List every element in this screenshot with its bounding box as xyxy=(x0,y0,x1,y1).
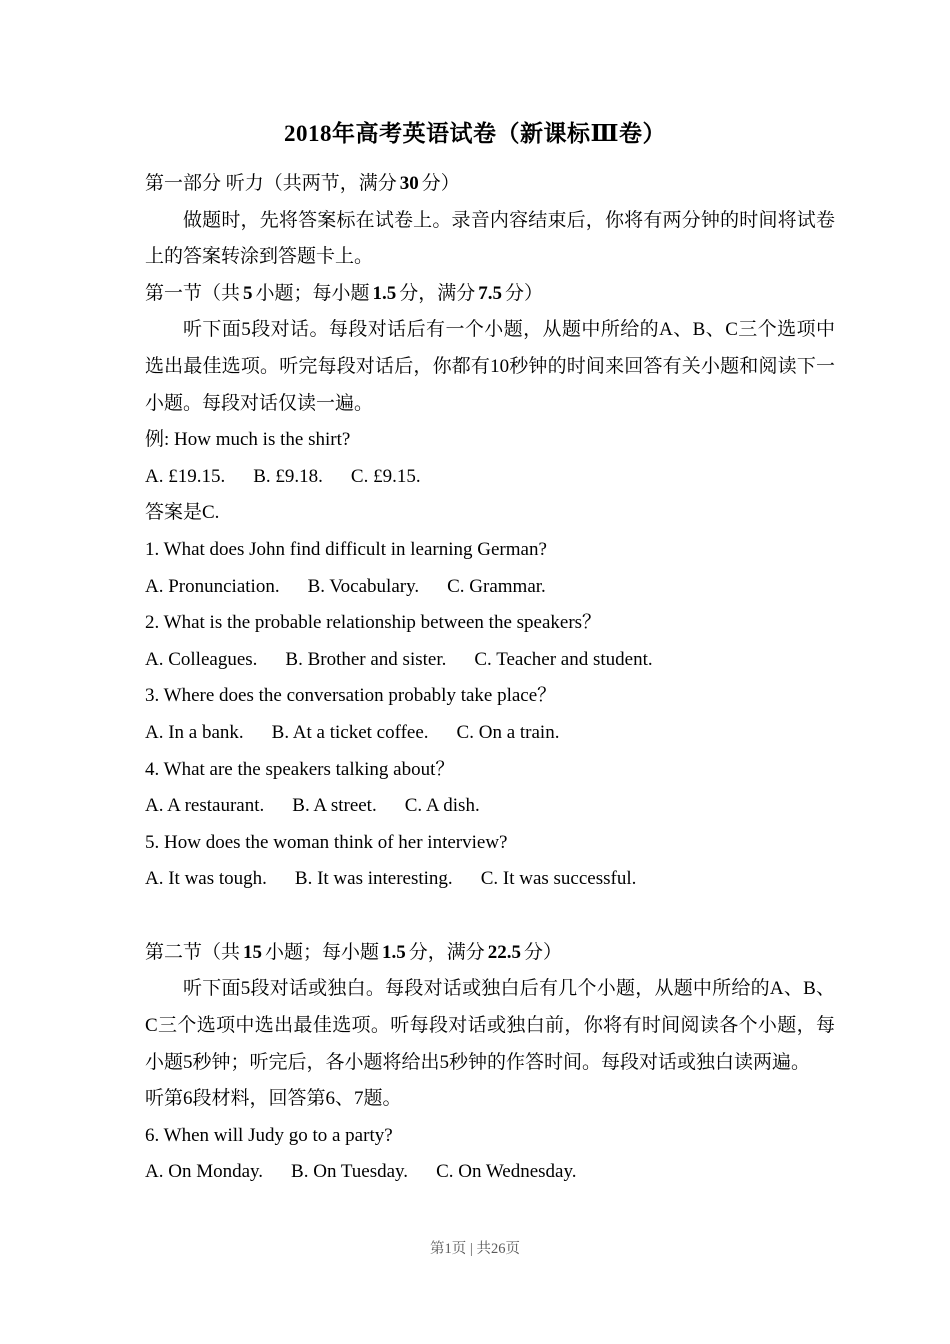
section2-heading xyxy=(145,935,835,972)
section1-heading xyxy=(145,276,835,313)
blank-line xyxy=(145,898,835,935)
section2-heading-run: 小题；每小题 xyxy=(265,941,380,963)
example-option-c: C. £9.15. xyxy=(350,465,421,487)
question-6-option-c: C. On Wednesday. xyxy=(436,1161,577,1183)
question-6-option-b: B. On Tuesday. xyxy=(291,1161,409,1183)
question-3-option-c: C. On a train. xyxy=(456,721,560,743)
question-4-options xyxy=(145,788,835,825)
example-option-b: B. £9.18. xyxy=(253,465,323,487)
question-2: 2. What is the probable relationship between the speakers？ xyxy=(145,612,602,634)
example-option-a: A. £19.15. xyxy=(145,465,226,487)
question-3-option-b: B. At a ticket coffee. xyxy=(271,721,429,743)
question-2-option-a: A. Colleagues. xyxy=(145,648,258,670)
section2-heading-run: 分） xyxy=(524,941,563,963)
question-6: 6. When will Judy go to a party? xyxy=(145,1124,393,1146)
question-4-option-a: A. A restaurant. xyxy=(145,795,265,817)
question-2-options xyxy=(145,642,835,679)
question-5-option-c: C. It was successful. xyxy=(480,868,637,890)
page-title: 2018年高考英语试卷（新课标Ⅲ卷） xyxy=(283,121,666,146)
section1-heading-run: 第一节（共 xyxy=(145,282,241,304)
section2-per-item-score: 1.5 xyxy=(382,941,406,963)
question-4-option-c: C. A dish. xyxy=(404,795,480,817)
section1-heading-run: 分） xyxy=(505,282,544,304)
question-5-options xyxy=(145,861,835,898)
section1-total-score: 7.5 xyxy=(478,282,503,304)
question-6-options xyxy=(145,1154,835,1191)
question-2-option-c: C. Teacher and student. xyxy=(474,648,653,670)
section1-per-item-score: 1.5 xyxy=(372,282,397,304)
section1-heading-run: 小题；每小题 xyxy=(255,282,370,304)
example-prompt: 例: How much is the shirt? xyxy=(145,429,351,451)
question-1-option-c: C. Grammar. xyxy=(447,575,546,597)
question-4: 4. What are the speakers talking about？ xyxy=(145,758,455,780)
section2-instructions: 听下面5段对话或独白。每段对话或独白后有几个小题，从题中所给的A、B、C三个选项中选出最佳选项。听每段对话或独白前，你将有时间阅读各个小题，每小题5秒钟；听完后，各小题将给出5秒钟的作答时间。每段对话或独白读两遍。 xyxy=(145,978,835,1073)
section1-count: 5 xyxy=(243,282,253,304)
example-answer: 答案是C. xyxy=(145,502,220,524)
section2-total-score: 22.5 xyxy=(487,941,522,963)
question-4-option-b: B. A street. xyxy=(292,795,377,817)
question-1-option-b: B. Vocabulary. xyxy=(307,575,420,597)
question-6-option-a: A. On Monday. xyxy=(145,1161,264,1183)
page-footer: 第1页 | 共26页 xyxy=(430,1241,520,1257)
part1-heading-score: 30 xyxy=(399,173,419,194)
question-5-option-a: A. It was tough. xyxy=(145,868,267,890)
title-row xyxy=(0,0,950,154)
part1-heading-tail: 分） xyxy=(421,173,460,194)
section1-heading-run: 分，满分 xyxy=(399,282,476,304)
question-1-options xyxy=(145,569,835,606)
question-3-options xyxy=(145,715,835,752)
material-6-line: 听第6段材料，回答第6、7题。 xyxy=(145,1088,402,1110)
section2-heading-run: 第二节（共 xyxy=(145,941,241,963)
section1-instructions: 听下面5段对话。每段对话后有一个小题，从题中所给的A、B、C三个选项中选出最佳选项。听完每段对话后，你都有10秒钟的时间来回答有关小题和阅读下一小题。每段对话仅读一遍。 xyxy=(145,319,835,414)
part1-heading xyxy=(145,166,835,203)
question-1-option-a: A. Pronunciation. xyxy=(145,575,280,597)
part1-intro-paragraph: 做题时，先将答案标在试卷上。录音内容结束后，你将有两分钟的时间将试卷上的答案转涂到答题卡上。 xyxy=(145,209,835,268)
question-5: 5. How does the woman think of her interview? xyxy=(145,831,508,853)
question-3: 3. Where does the conversation probably take place？ xyxy=(145,685,557,707)
question-3-option-a: A. In a bank. xyxy=(145,721,244,743)
section2-count: 15 xyxy=(243,941,263,963)
part1-heading-text: 第一部分 听力（共两节，满分 xyxy=(145,173,397,194)
example-options xyxy=(145,459,835,496)
question-5-option-b: B. It was interesting. xyxy=(294,868,453,890)
document-body xyxy=(145,166,835,1191)
question-2-option-b: B. Brother and sister. xyxy=(285,648,447,670)
question-1: 1. What does John find difficult in learning German? xyxy=(145,538,547,560)
section2-heading-run: 分，满分 xyxy=(408,941,485,963)
